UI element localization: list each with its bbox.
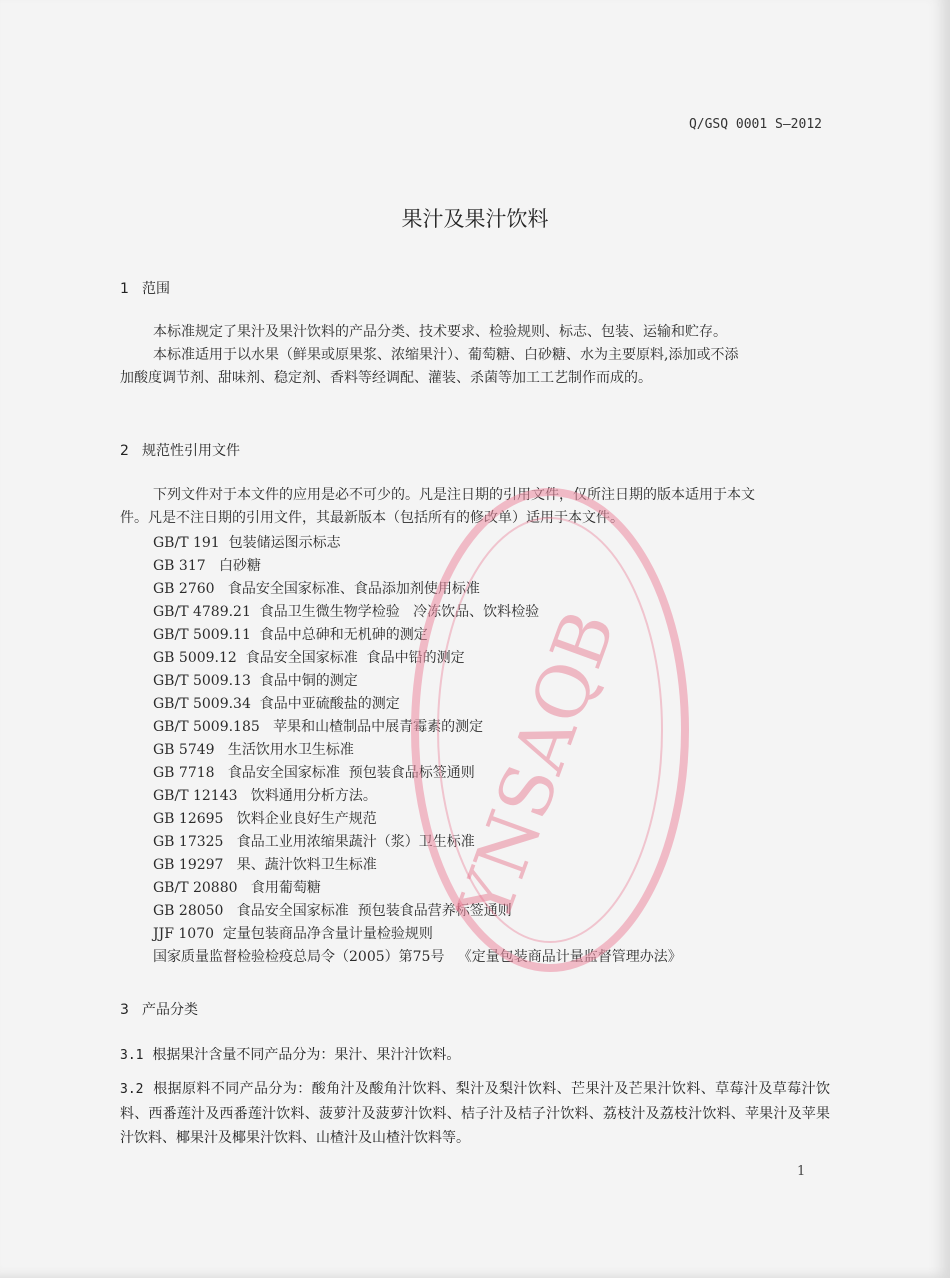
references-intro-line1: 下列文件对于本文件的应用是必不可少的。凡是注日期的引用文件，仅所注日期的版本适用于本文 [153, 487, 755, 503]
reference-item: GB 5749 生活饮用水卫生标准 [153, 742, 354, 758]
section-2-heading [120, 440, 240, 460]
reference-item: GB 17325 食品工业用浓缩果蔬汁（浆）卫生标准 [153, 834, 475, 850]
section-1-heading [120, 278, 170, 298]
clause-number: 3.1 [120, 1048, 144, 1063]
document-title: 果汁及果汁饮料 [401, 207, 549, 231]
reference-item: GB 12695 饮料企业良好生产规范 [153, 811, 377, 827]
standard-code: Q/GSQ 0001 S—2012 [688, 117, 822, 132]
reference-item: GB/T 191 包装储运图示标志 [153, 535, 341, 551]
reference-item: GB/T 12143 饮料通用分析方法。 [153, 788, 377, 804]
scope-paragraph-2 [120, 344, 828, 390]
reference-item: 国家质量监督检验检疫总局令（2005）第75号 《定量包装商品计量监督管理办法》 [153, 949, 682, 965]
reference-item: GB/T 20880 食用葡萄糖 [153, 880, 321, 896]
clause-text: 根据原料不同产品分为：酸角汁及酸角汁饮料、梨汁及梨汁饮料、芒果汁及芒果汁饮料、草莓汁及草莓汁饮料、西番莲汁及西番莲汁饮料、菠萝汁及菠萝汁饮料、桔子汁及桔子汁饮料、荔枝汁及荔枝汁饮料、苹果汁及苹果汁饮料、椰果汁及椰果汁饮料、山楂汁及山楂汁饮料等。 [120, 1081, 830, 1146]
reference-item: GB 317 白砂糖 [153, 558, 261, 574]
clause-number: 3.2 [120, 1082, 144, 1097]
reference-item: GB 19297 果、蔬汁饮料卫生标准 [153, 857, 377, 873]
reference-item: JJF 1070 定量包装商品净含量计量检验规则 [153, 926, 433, 942]
reference-item: GB 2760 食品安全国家标准、食品添加剂使用标准 [153, 581, 480, 597]
reference-item: GB/T 5009.13 食品中铜的测定 [153, 673, 358, 689]
scope-paragraph-2-line1: 本标准适用于以水果（鲜果或原果浆、浓缩果汁）、葡萄糖、白砂糖、水为主要原料,添加或不添 [153, 347, 739, 363]
section-number: 3 [120, 1002, 129, 1018]
reference-item: GB 7718 食品安全国家标准 预包装食品标签通则 [153, 765, 475, 781]
section-number: 2 [120, 443, 129, 459]
clause-text: 根据果汁含量不同产品分为：果汁、果汁汁饮料。 [152, 1047, 461, 1063]
scope-paragraph-2-line2: 加酸度调节剂、甜味剂、稳定剂、香料等经调配、灌装、杀菌等加工工艺制作而成的。 [120, 370, 652, 386]
reference-list [153, 532, 682, 969]
references-intro [120, 484, 828, 530]
seal-lettering: YNSAQB [441, 599, 632, 933]
section-3-heading [120, 999, 198, 1019]
page-number: 1 [797, 1164, 806, 1179]
section-title: 产品分类 [142, 1002, 198, 1018]
scope-paragraph-1: 本标准规定了果汁及果汁饮料的产品分类、技术要求、检验规则、标志、包装、运输和贮存。 [153, 324, 727, 340]
reference-item: GB 5009.12 食品安全国家标准 食品中铅的测定 [153, 650, 465, 666]
reference-item: GB/T 5009.11 食品中总砷和无机砷的测定 [153, 627, 428, 643]
reference-item: GB/T 4789.21 食品卫生微生物学检验 冷冻饮品、饮料检验 [153, 604, 540, 620]
reference-item: GB 28050 食品安全国家标准 预包装食品营养标签通则 [153, 903, 512, 919]
clause-3-2 [120, 1077, 830, 1150]
reference-item: GB/T 5009.185 苹果和山楂制品中展青霉素的测定 [153, 719, 484, 735]
clause-3-1 [120, 1043, 830, 1068]
reference-item: GB/T 5009.34 食品中亚硫酸盐的测定 [153, 696, 400, 712]
references-intro-line2: 件。凡是不注日期的引用文件，其最新版本（包括所有的修改单）适用于本文件。 [120, 510, 624, 526]
section-number: 1 [120, 281, 129, 297]
section-title: 范围 [142, 281, 170, 297]
section-title: 规范性引用文件 [142, 443, 240, 459]
